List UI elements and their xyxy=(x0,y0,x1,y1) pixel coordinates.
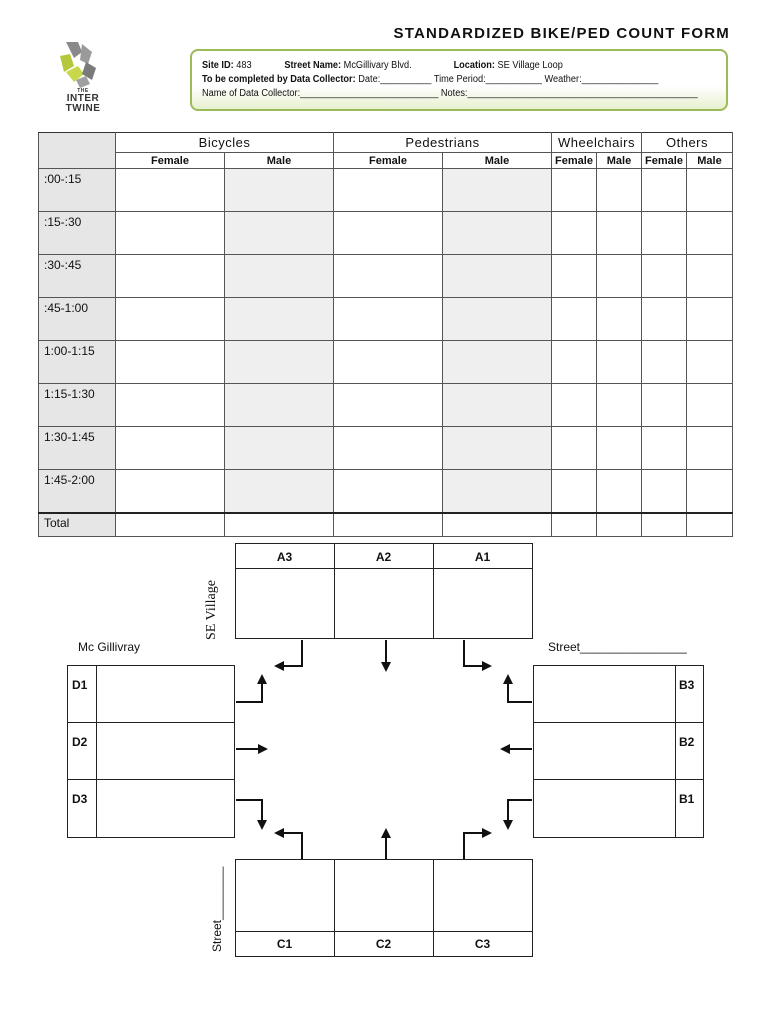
total-label: Total xyxy=(39,513,116,537)
arrow-b3-right-turn xyxy=(508,676,532,702)
subheader-female: Female xyxy=(552,153,597,169)
group-wheelchairs: Wheelchairs xyxy=(552,133,642,153)
time-interval-label: :00-:15 xyxy=(39,169,116,212)
time-interval-label: :15-:30 xyxy=(39,212,116,255)
west-street-label: Mc Gillivray xyxy=(78,640,140,654)
subheader-female: Female xyxy=(116,153,225,169)
time-interval-label: :45-1:00 xyxy=(39,298,116,341)
logo-the: THE xyxy=(77,88,89,94)
location-value: SE Village Loop xyxy=(497,60,563,71)
date-field[interactable]: Date:__________ xyxy=(358,74,432,85)
arrow-a1-left-turn xyxy=(464,640,490,666)
arrow-c3-right-turn xyxy=(464,833,490,859)
time-interval-label: 1:45-2:00 xyxy=(39,470,116,514)
subheader-male: Male xyxy=(443,153,552,169)
street-name-label: Street Name: xyxy=(284,60,342,71)
subheader-female: Female xyxy=(642,153,687,169)
cell-c2: C2 xyxy=(375,937,392,951)
arrow-d1-left-turn xyxy=(236,676,262,702)
cell-a3: A3 xyxy=(276,550,293,564)
site-id-value: 483 xyxy=(236,60,252,71)
cell-c3: C3 xyxy=(474,937,491,951)
logo-line-2: TWINE xyxy=(65,103,101,114)
cell-a2: A2 xyxy=(375,550,392,564)
time-interval-label: 1:15-1:30 xyxy=(39,384,116,427)
subheader-female: Female xyxy=(334,153,443,169)
cell-d1: D1 xyxy=(72,678,88,692)
cell-c1: C1 xyxy=(276,937,293,951)
cell-b1: B1 xyxy=(679,792,695,806)
group-pedestrians: Pedestrians xyxy=(334,133,552,153)
logo-line-1: INTER xyxy=(66,93,100,104)
subheader-male: Male xyxy=(687,153,733,169)
group-bicycles: Bicycles xyxy=(116,133,334,153)
east-street-label: Street________________ xyxy=(548,640,687,654)
time-interval-label: 1:00-1:15 xyxy=(39,341,116,384)
south-street-label: Street________ xyxy=(210,866,224,952)
weather-field[interactable]: Weather:_______________ xyxy=(544,74,659,85)
site-id-label: Site ID: xyxy=(202,60,234,71)
subheader-male: Male xyxy=(597,153,642,169)
notes-field[interactable]: Notes:_____________________________________________ xyxy=(440,88,698,99)
arrow-a3-right-turn xyxy=(276,640,302,666)
arrow-d3-right-turn xyxy=(236,800,262,828)
location-label: Location: xyxy=(453,60,495,71)
time-interval-label: :30-:45 xyxy=(39,255,116,298)
cell-b3: B3 xyxy=(679,678,695,692)
collector-name-field[interactable]: Name of Data Collector:___________________________ xyxy=(202,88,439,99)
subheader-male: Male xyxy=(225,153,334,169)
arrow-b1-left-turn xyxy=(508,800,532,828)
cell-d2: D2 xyxy=(72,735,88,749)
group-others: Others xyxy=(642,133,733,153)
arrow-c1-left-turn xyxy=(276,833,302,859)
cell-a1: A1 xyxy=(474,550,491,564)
time-interval-label: 1:30-1:45 xyxy=(39,427,116,470)
collector-label: To be completed by Data Collector: xyxy=(202,74,356,85)
cell-b2: B2 xyxy=(679,735,695,749)
cell-d3: D3 xyxy=(72,792,88,806)
street-name-value: McGillivary Blvd. xyxy=(343,60,412,71)
form-title: STANDARDIZED BIKE/PED COUNT FORM xyxy=(393,25,730,42)
north-street-label: SE Village xyxy=(204,580,219,640)
time-period-field[interactable]: Time Period:___________ xyxy=(433,74,542,85)
